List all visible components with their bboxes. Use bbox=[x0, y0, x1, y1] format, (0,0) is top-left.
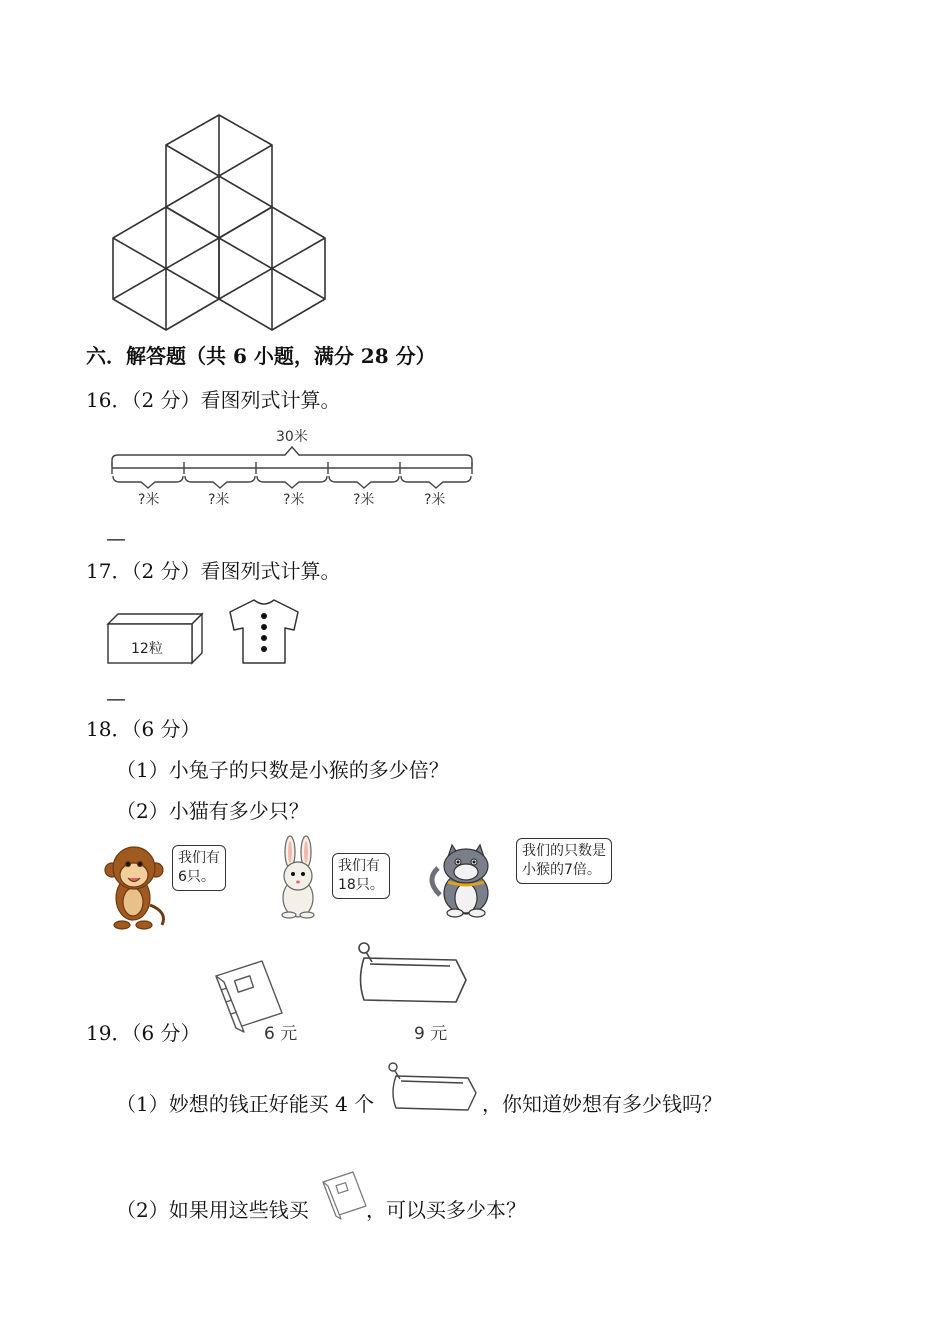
q16-answer-blank: — bbox=[106, 526, 126, 550]
q17-answer-blank: — bbox=[106, 686, 126, 710]
q17-header: 17．（2 分）看图列式计算。 bbox=[86, 559, 341, 583]
monkey-line-1: 我们有 bbox=[178, 850, 220, 866]
q19-header: 19．（6 分） bbox=[86, 1021, 201, 1045]
cat-line-1: 我们的只数是 bbox=[522, 843, 606, 859]
q18-sub1: （1）小兔子的只数是小猴的多少倍？ bbox=[116, 758, 449, 782]
q19-sub1-before: （1）妙想的钱正好能买 4 个 bbox=[116, 1092, 375, 1116]
q18-sub2: （2）小猫有多少只？ bbox=[116, 799, 309, 823]
q16-header: 16．（2 分）看图列式计算。 bbox=[86, 388, 341, 412]
pencil-case-price: 9 元 bbox=[414, 1024, 448, 1044]
cat-line-2: 小猴的7倍。 bbox=[522, 862, 601, 878]
q17-box-label: 12粒 bbox=[131, 641, 163, 657]
q19-sub2-before: （2）如果用这些钱买 bbox=[116, 1198, 309, 1222]
q16-total-label: 30米 bbox=[276, 429, 308, 445]
q18-header: 18．（6 分） bbox=[86, 717, 201, 741]
monkey-line-2: 6只。 bbox=[178, 869, 215, 885]
q19-sub2-after: ，可以买多少本？ bbox=[366, 1198, 526, 1222]
q19-sub1-after: ，你知道妙想有多少钱吗？ bbox=[482, 1092, 722, 1116]
section-title: 六．解答题（共 6 小题，满分 28 分） bbox=[86, 344, 436, 368]
book-price: 6 元 bbox=[264, 1024, 298, 1044]
q16-segment-label-5: ?米 bbox=[424, 492, 446, 508]
q16-segment-label-3: ?米 bbox=[283, 492, 305, 508]
q16-segment-label-1: ?米 bbox=[138, 492, 160, 508]
q16-segment-label-2: ?米 bbox=[208, 492, 230, 508]
q16-segment-label-4: ?米 bbox=[353, 492, 375, 508]
rabbit-line-1: 我们有 bbox=[338, 858, 380, 874]
rabbit-line-2: 18只。 bbox=[338, 877, 384, 893]
